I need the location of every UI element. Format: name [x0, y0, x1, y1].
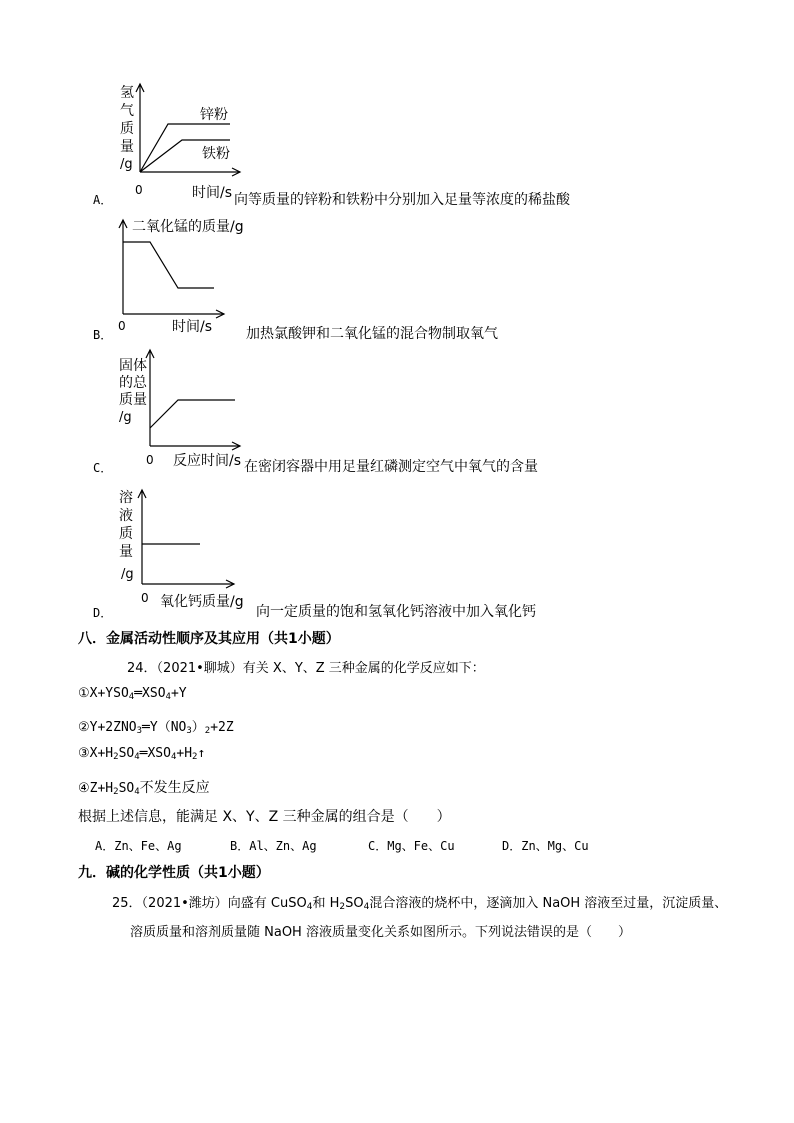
q24-reaction-1: $①X+YSO_4═XSO_4+Y$	[78, 686, 187, 702]
option-d-letter: D．	[93, 606, 113, 620]
graph-a-series-zinc: 锌粉	[200, 107, 228, 123]
q24-choice-b: B．Al、Zn、Ag	[230, 839, 317, 853]
q24-choice-c: C．Mg、Fe、Cu	[368, 839, 455, 853]
graph-a-xlabel: 时间/s	[192, 185, 233, 201]
graph-d-ylabel-5: /g	[121, 567, 134, 582]
graph-c-xlabel: 反应时间/s	[173, 453, 242, 469]
graph-b-ylabel: 二氧化锰的质量/g	[132, 219, 244, 235]
option-a-letter: A．	[93, 193, 113, 207]
graph-a-ylabel-3: 质	[120, 121, 134, 137]
q24-question: 根据上述信息，能满足 X、Y、Z 三种金属的组合是（ ）	[78, 809, 451, 825]
graph-d-axes	[138, 490, 234, 588]
graph-d-ylabel-3: 质	[119, 526, 133, 542]
graph-a-ylabel-1: 氢	[120, 85, 134, 101]
option-c-text: 在密闭容器中用足量红磷测定空气中氧气的含量	[244, 459, 538, 475]
section-9-title: 九．碱的化学性质（共1小题）	[78, 865, 270, 881]
q24-stem: 24．（2021•聊城）有关 X、Y、Z 三种金属的化学反应如下：	[127, 661, 485, 676]
graph-c-origin: 0	[146, 453, 154, 467]
graph-d-ylabel-2: 液	[119, 508, 133, 524]
graph-d-xlabel: 氧化钙质量/g	[160, 594, 244, 610]
graph-a-ylabel-5: /g	[120, 157, 133, 172]
q25-line-2: 溶质质量和溶剂质量随 NaOH 溶液质量变化关系如图所示。下列说法错误的是（ ）	[130, 925, 631, 940]
graph-c-ylabel-4: /g	[119, 410, 132, 425]
graph-d-origin: 0	[141, 591, 149, 605]
graph-d-ylabel-1: 溶	[119, 490, 133, 506]
graph-a-origin: 0	[135, 183, 143, 197]
option-b-text: 加热氯酸钾和二氧化锰的混合物制取氧气	[246, 326, 498, 342]
q24-reaction-3: $③X+H_2SO_4═XSO_4+H_2↑$	[78, 746, 206, 762]
graph-a-series-iron: 铁粉	[202, 146, 230, 162]
q24-choice-a: A．Zn、Fe、Ag	[95, 839, 182, 853]
graph-b-xlabel: 时间/s	[172, 319, 213, 335]
graph-a-ylabel-2: 气	[120, 103, 134, 119]
graph-d-ylabel-4: 量	[119, 544, 133, 560]
q24-reaction-2: $②Y+2ZNO_3═Y(NO_3)_2+2Z$	[78, 720, 234, 736]
option-b-letter: B．	[93, 328, 113, 342]
section-8-title: 八．金属活动性顺序及其应用（共1小题）	[78, 631, 340, 647]
option-c-letter: C．	[93, 461, 113, 475]
graph-c-ylabel-1: 固体	[119, 358, 147, 374]
graph-a-ylabel-4: 量	[120, 139, 134, 155]
graph-c-ylabel-2: 的总	[119, 375, 147, 391]
q24-reaction-4: $④Z+H_2SO_4$不发生反应	[78, 780, 210, 797]
option-d-text: 向一定质量的饱和氢氧化钙溶液中加入氧化钙	[256, 604, 536, 620]
graph-c-ylabel-3: 质量	[119, 392, 147, 408]
option-a-text: 向等质量的锌粉和铁粉中分别加入足量等浓度的稀盐酸	[234, 192, 570, 208]
q24-choice-d: D．Zn、Mg、Cu	[502, 839, 589, 853]
q25-line-1: 25．（2021•潍坊）向盛有 CuSO$_4$和 $H_2SO_4$混合溶液的烧杯中，逐滴加入 NaOH 溶液至过量，沉淀质量、	[112, 896, 728, 912]
graph-b-origin: 0	[118, 319, 126, 333]
